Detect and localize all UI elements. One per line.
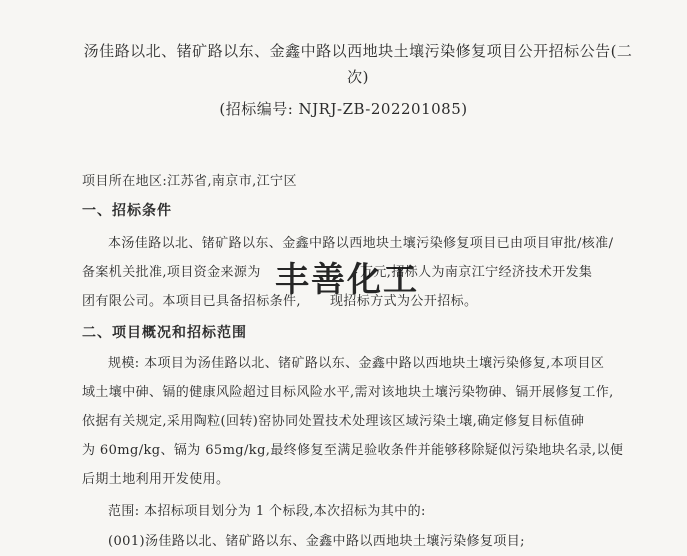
section-1-line: 团有限公司。本项目已具备招标条件, (82, 294, 301, 309)
project-location: 项目所在地区:江苏省,南京市,江宁区 (82, 174, 297, 189)
section-2-line: 域土壤中砷、镉的健康风险超过目标风险水平,需对该地块土壤污染物砷、镉开展修复工作, (82, 385, 614, 400)
section-1-heading: 一、招标条件 (82, 203, 172, 219)
section-2-line: 后期土地利用开发使用。 (82, 472, 230, 487)
section-2-line: 依据有关规定,采用陶粒(回转)窑协同处置技术处理该区域污染土壤,确定修复目标值砷 (82, 414, 585, 429)
section-2-heading: 二、项目概况和招标范围 (82, 325, 247, 341)
section-2-line: 为 60mg/kg、镉为 65mg/kg,最终修复至满足验收条件并能够移除疑似污染地块名录,以便 (82, 443, 624, 458)
section-1-line: 备案机关批准,项目资金来源为 (82, 265, 261, 280)
lot-line: (001)汤佳路以北、锗矿路以东、金鑫中路以西地块土壤污染修复项目; (108, 534, 525, 549)
section-1-line: 现招标方式为公开招标。 (330, 294, 478, 309)
document-title: 汤佳路以北、锗矿路以东、金鑫中路以西地块土壤污染修复项目公开招标公告(二次) (83, 42, 633, 86)
tender-number: (招标编号: NJRJ-ZB-202201085) (219, 100, 468, 118)
watermark: 丰善化工 (275, 260, 419, 300)
section-2-line: 规模: 本项目为汤佳路以北、锗矿路以东、金鑫中路以西地块土壤污染修复,本项目区 (108, 356, 605, 371)
section-1-line: 本汤佳路以北、锗矿路以东、金鑫中路以西地块土壤污染修复项目已由项目审批/核准/ (108, 236, 614, 251)
scope-line: 范围: 本招标项目划分为 1 个标段,本次招标为其中的: (108, 504, 426, 519)
section-1-line: 万元,招标人为南京江宁经济技术开发集 (360, 265, 593, 280)
